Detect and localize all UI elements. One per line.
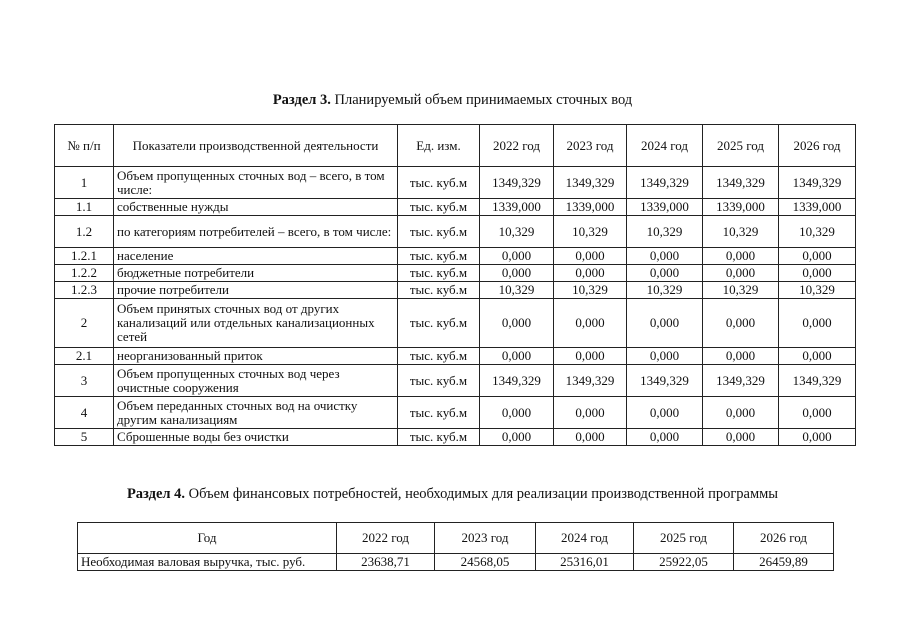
value-cell: 0,000 bbox=[554, 348, 627, 365]
section3-header-cell: 2022 год bbox=[480, 125, 554, 167]
unit-cell: тыс. куб.м bbox=[398, 167, 480, 199]
value-cell: 0,000 bbox=[480, 265, 554, 282]
section3-header-row bbox=[55, 125, 856, 167]
section3-header-cell: 2024 год bbox=[627, 125, 703, 167]
section4-table bbox=[77, 522, 834, 571]
value-cell: 24568,05 bbox=[435, 554, 536, 571]
value-cell: 0,000 bbox=[779, 299, 856, 348]
section3-header-cell: Показатели производственной деятельности bbox=[114, 125, 398, 167]
value-cell: 0,000 bbox=[480, 397, 554, 429]
table-row bbox=[55, 397, 856, 429]
indicator-cell: по категориям потребителей – всего, в том числе: bbox=[114, 216, 398, 248]
value-cell: 10,329 bbox=[703, 216, 779, 248]
value-cell: 1349,329 bbox=[627, 365, 703, 397]
value-cell: 0,000 bbox=[779, 429, 856, 446]
value-cell: 1349,329 bbox=[779, 365, 856, 397]
section3-title bbox=[0, 92, 905, 109]
value-cell: 0,000 bbox=[627, 299, 703, 348]
value-cell: 0,000 bbox=[703, 397, 779, 429]
section3-header-cell: 2025 год bbox=[703, 125, 779, 167]
indicator-cell: собственные нужды bbox=[114, 199, 398, 216]
section4-title-bold: Раздел 4. bbox=[126, 486, 186, 502]
row-number-cell: 1.2.3 bbox=[55, 282, 114, 299]
unit-cell: тыс. куб.м bbox=[398, 216, 480, 248]
value-cell: 0,000 bbox=[554, 265, 627, 282]
row-number-cell: 1.2.1 bbox=[55, 248, 114, 265]
value-cell: 0,000 bbox=[480, 429, 554, 446]
value-cell: 0,000 bbox=[703, 265, 779, 282]
section3-header-cell: Ед. изм. bbox=[398, 125, 480, 167]
value-cell: 10,329 bbox=[703, 282, 779, 299]
indicator-cell: Сброшенные воды без очистки bbox=[114, 429, 398, 446]
value-cell: 0,000 bbox=[480, 348, 554, 365]
value-cell: 10,329 bbox=[480, 282, 554, 299]
value-cell: 1339,000 bbox=[480, 199, 554, 216]
value-cell: 1349,329 bbox=[779, 167, 856, 199]
row-number-cell: 4 bbox=[55, 397, 114, 429]
table-row bbox=[55, 248, 856, 265]
row-number-cell: 1.2.2 bbox=[55, 265, 114, 282]
section3-title-bold: Раздел 3. bbox=[272, 92, 331, 108]
value-cell: 0,000 bbox=[779, 248, 856, 265]
table-row bbox=[55, 216, 856, 248]
value-cell: 1349,329 bbox=[554, 365, 627, 397]
table-row bbox=[55, 348, 856, 365]
section4-header-cell: 2025 год bbox=[634, 523, 734, 554]
table-row bbox=[55, 365, 856, 397]
unit-cell: тыс. куб.м bbox=[398, 365, 480, 397]
section4-title bbox=[0, 486, 905, 503]
value-cell: 0,000 bbox=[703, 429, 779, 446]
indicator-cell: Объем переданных сточных вод на очистку другим канализациям bbox=[114, 397, 398, 429]
section3-header-cell: № п/п bbox=[55, 125, 114, 167]
value-cell: 10,329 bbox=[554, 282, 627, 299]
value-cell: 1339,000 bbox=[703, 199, 779, 216]
section4-title-text: Объем финансовых потребностей, необходимых для реализации производственной программы bbox=[185, 486, 779, 502]
indicator-cell: неорганизованный приток bbox=[114, 348, 398, 365]
table-row bbox=[55, 265, 856, 282]
indicator-cell: Объем принятых сточных вод от других канализаций или отдельных канализационных сетей bbox=[114, 299, 398, 348]
value-cell: 0,000 bbox=[554, 429, 627, 446]
value-cell: 1349,329 bbox=[554, 167, 627, 199]
section4-header-cell: 2023 год bbox=[435, 523, 536, 554]
row-number-cell: 1.2 bbox=[55, 216, 114, 248]
value-cell: 0,000 bbox=[703, 248, 779, 265]
row-number-cell: 5 bbox=[55, 429, 114, 446]
table-row bbox=[55, 429, 856, 446]
value-cell: 0,000 bbox=[779, 265, 856, 282]
section3-table bbox=[54, 124, 856, 446]
value-cell: 10,329 bbox=[779, 282, 856, 299]
value-cell: 0,000 bbox=[554, 397, 627, 429]
unit-cell: тыс. куб.м bbox=[398, 299, 480, 348]
value-cell: 0,000 bbox=[627, 397, 703, 429]
value-cell: 0,000 bbox=[627, 348, 703, 365]
section4-header-row bbox=[78, 523, 834, 554]
table-row bbox=[55, 299, 856, 348]
value-cell: 26459,89 bbox=[734, 554, 834, 571]
row-number-cell: 1 bbox=[55, 167, 114, 199]
unit-cell: тыс. куб.м bbox=[398, 265, 480, 282]
value-cell: 10,329 bbox=[554, 216, 627, 248]
row-number-cell: 1.1 bbox=[55, 199, 114, 216]
value-cell: 1349,329 bbox=[480, 167, 554, 199]
section4-header-cell: 2024 год bbox=[536, 523, 634, 554]
value-cell: 0,000 bbox=[627, 248, 703, 265]
value-cell: 10,329 bbox=[779, 216, 856, 248]
row-number-cell: 3 bbox=[55, 365, 114, 397]
unit-cell: тыс. куб.м bbox=[398, 348, 480, 365]
indicator-cell: прочие потребители bbox=[114, 282, 398, 299]
row-number-cell: 2.1 bbox=[55, 348, 114, 365]
table-row bbox=[55, 282, 856, 299]
unit-cell: тыс. куб.м bbox=[398, 429, 480, 446]
value-cell: 0,000 bbox=[703, 348, 779, 365]
value-cell: 1349,329 bbox=[627, 167, 703, 199]
unit-cell: тыс. куб.м bbox=[398, 248, 480, 265]
value-cell: 1339,000 bbox=[554, 199, 627, 216]
value-cell: 0,000 bbox=[627, 429, 703, 446]
value-cell: 0,000 bbox=[779, 348, 856, 365]
table-row bbox=[78, 554, 834, 571]
value-cell: 0,000 bbox=[480, 299, 554, 348]
value-cell: 10,329 bbox=[480, 216, 554, 248]
value-cell: 1339,000 bbox=[779, 199, 856, 216]
row-number-cell: 2 bbox=[55, 299, 114, 348]
unit-cell: тыс. куб.м bbox=[398, 282, 480, 299]
value-cell: 0,000 bbox=[779, 397, 856, 429]
indicator-cell: бюджетные потребители bbox=[114, 265, 398, 282]
section4-header-cell: 2026 год bbox=[734, 523, 834, 554]
section4-header-cell: 2022 год bbox=[337, 523, 435, 554]
section3-title-text: Планируемый объем принимаемых сточных вод bbox=[330, 92, 633, 108]
indicator-cell: Объем пропущенных сточных вод – всего, в том числе: bbox=[114, 167, 398, 199]
value-cell: 1339,000 bbox=[627, 199, 703, 216]
value-cell: 0,000 bbox=[703, 299, 779, 348]
value-cell: 0,000 bbox=[554, 299, 627, 348]
table-row bbox=[55, 199, 856, 216]
value-cell: 25316,01 bbox=[536, 554, 634, 571]
section3-header-cell: 2026 год bbox=[779, 125, 856, 167]
indicator-cell: Объем пропущенных сточных вод через очистные сооружения bbox=[114, 365, 398, 397]
value-cell: 0,000 bbox=[627, 265, 703, 282]
section4-header-cell: Год bbox=[78, 523, 337, 554]
unit-cell: тыс. куб.м bbox=[398, 199, 480, 216]
value-cell: 1349,329 bbox=[480, 365, 554, 397]
table-row bbox=[55, 167, 856, 199]
value-cell: 10,329 bbox=[627, 216, 703, 248]
unit-cell: тыс. куб.м bbox=[398, 397, 480, 429]
value-cell: 25922,05 bbox=[634, 554, 734, 571]
indicator-cell: население bbox=[114, 248, 398, 265]
value-cell: 1349,329 bbox=[703, 167, 779, 199]
value-cell: 10,329 bbox=[627, 282, 703, 299]
value-cell: 0,000 bbox=[480, 248, 554, 265]
value-cell: 0,000 bbox=[554, 248, 627, 265]
indicator-cell: Необходимая валовая выручка, тыс. руб. bbox=[78, 554, 337, 571]
value-cell: 23638,71 bbox=[337, 554, 435, 571]
section3-header-cell: 2023 год bbox=[554, 125, 627, 167]
value-cell: 1349,329 bbox=[703, 365, 779, 397]
